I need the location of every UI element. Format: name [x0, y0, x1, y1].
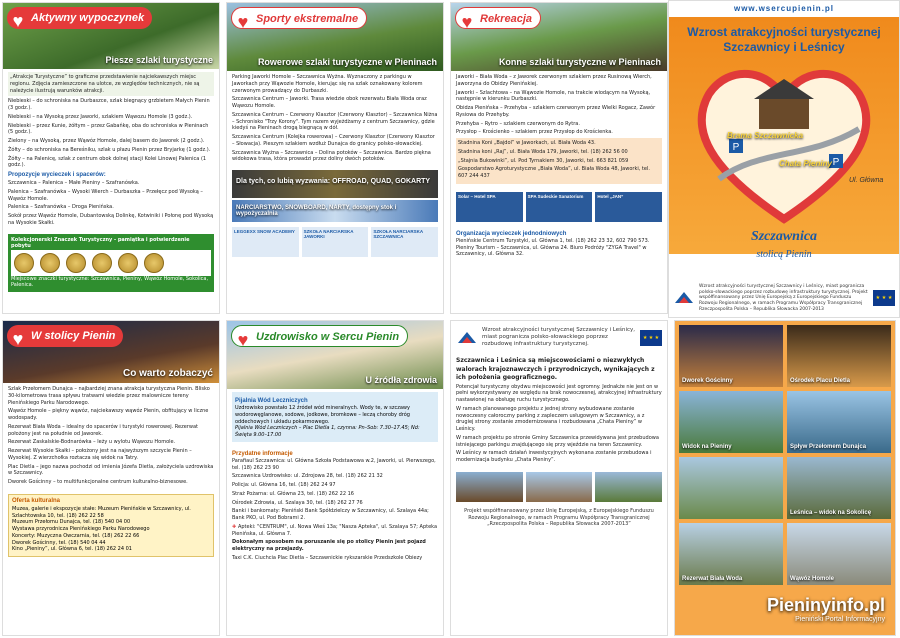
sight-item: Rezerwat Zaskalskie-Bodnarówka – leży u wylotu Wąwozu Homole. — [8, 439, 176, 446]
project-title: Wzrost atrakcyjności turystycznej Szczawnicy i Leśnicy, miast pogranicza polsko-słowackiego poprzez rozbudowę infrastruktury turystycznej. — [482, 327, 635, 348]
panel-title-badge — [7, 325, 123, 347]
hotel-item: Solar – Hotel SPA — [456, 192, 523, 222]
project-photos — [451, 469, 667, 505]
sight-item: Plac Dietla – jego nazwa pochodzi od imienia Józefa Dietla, założyciela uzdrowiska w Szczawnicy. — [8, 463, 214, 477]
project-photo — [526, 472, 593, 502]
panel-extreme-sports — [226, 2, 444, 314]
badge-heading: Kolekcjonerski Znaczek Turystyczny - pamiątka i potwierdzenie pobytu — [11, 236, 190, 249]
horse-route: Obidza Pienińska – Przehyba – szlakiem czerwonym przez Wielki Rogacz, Zawór Rysiowa do Przehyby. — [456, 105, 656, 118]
intro-text: „Atrakcje Turystyczne” to graficzne przedstawienie najciekawszych miejsc regionu. Zdjęcia zamieszczone na ulotce, ze względów technicznych, nie są należycie ilustrują warunków atrakcji. — [8, 72, 214, 96]
photo-grid — [675, 321, 895, 589]
excursions — [451, 225, 667, 263]
hero-biking — [227, 3, 443, 71]
stable-contact: Gospodarstwo Agroturystyczne „Biała Woda”, ul. Biała Woda 48, Jaworki, tel. 607 244 437 — [458, 166, 650, 179]
hero-hiking — [3, 3, 219, 69]
horse-route: Przehyba – Rytro – szlakiem czerwonym do Rytra. — [456, 120, 580, 127]
website-link[interactable]: www.wsercupienin.pl — [733, 4, 835, 13]
badge-coin-icon — [144, 253, 164, 273]
cover-subtitle: stolicą Pienin — [756, 249, 812, 260]
panel-title: Aktywny wypoczynek — [31, 12, 145, 24]
gallery-photo — [787, 391, 891, 453]
route-item: Szczawnica Wyżna – Szczawnica – Dolina potoków – Szczawnica. Bardzo piękna widokowa trasa, która prowadzi przez doliny dwóch potoków. — [232, 149, 431, 163]
gallery-photo — [787, 523, 891, 585]
trail-item: Żółty – na Palenicę, szlak z centrum obok dolnej stacji Kolei Linowej Palenica (1 godz.). — [8, 155, 207, 169]
gallery-caption: Rezerwat Biała Woda — [682, 576, 743, 582]
project-photo — [595, 472, 662, 502]
info-section — [227, 445, 443, 567]
watermark — [767, 595, 885, 623]
stable-contact: „Stajnia Bukowinki”, ul. Pod Tyrnakiem 30, Jaworki, tel. 663 821 059 — [458, 157, 629, 164]
project-paragraph: W ramach planowanego projektu z jednej strony wybudowane zostanie nowoczesny całoroczny parking z zapleczem usługowym w Szczawnicy, a z drugiej strony zostanie zmodernizowana i rozbudowana „Chata Pieniny” w Leśnicy. — [456, 405, 645, 433]
panel-title-badge — [455, 7, 541, 32]
info-item: Parafiaul Szczawnica: ul. Główna Szkoła Podstawowa w.2, Jaworki, ul. Pierwszego, tel. (18) 262 23 90 — [232, 457, 436, 471]
pump-room-heading: Pijalnia Wód Leczniczych — [235, 398, 308, 404]
route-item: Szczawnica Centrum – Jaworki. Trasa wiedzie obok rezerwatu Biała Woda oraz Wąwozu Homole. — [232, 96, 427, 109]
trail-item: Niebieski – przez Kunie, żółtym – przez Gabańkę, oba do schroniska w Pieninach (5 godz.). — [8, 122, 209, 136]
badge-coin-icon — [118, 253, 138, 273]
walk-item: Szczawnica – Palenica – Małe Pieniny – Szafranówka. — [8, 180, 140, 186]
culture-item: Dworek Gościnny, tel. (18) 540 04 44 — [12, 539, 106, 546]
ski-schools — [227, 224, 443, 260]
info-heading: Przydatne informacje — [232, 450, 293, 457]
hotel-strip — [451, 189, 667, 225]
gallery-photo — [679, 325, 783, 387]
heart-icon: ♥ — [237, 330, 249, 350]
excursions-text: Pienińskie Centrum Turystyki, ul. Główna 1, tel. (18) 262 23 32, 602 790 573. Pieniny Tourism – Szczawnica, ul. Główna 24. Biuro Podróży "ZYGA Travel" w Szczawnicy, ul. Główna 32. — [456, 237, 650, 258]
taxi-item: Taxi C.K. Ciuchcia Plac Dietla – Szczawnickie rykszarskie Przedszkole Obiezy — [232, 554, 423, 561]
walks-heading: Propozycje wycieczek i spacerów: — [8, 172, 106, 178]
pl-sk-logo-icon — [673, 289, 695, 307]
cover-footer — [673, 284, 895, 313]
hero-caption: Rowerowe szlaki turystyczne w Pieninach — [257, 57, 437, 67]
project-body — [451, 354, 667, 469]
ski-school: LEGGEXX SNOW ACADEMY — [232, 227, 299, 257]
ski-school: SZKOŁA NARCIARSKA JAWORKI — [302, 227, 369, 257]
horse-route: Jaworki – Szlachtowa – na Wąwozie Homole, na trakcie wiodącym na Wysoką, następnie w kierunku Durbaszki. — [456, 89, 651, 103]
gallery-caption: Widok na Pieniny — [682, 444, 732, 450]
heart-icon: ♥ — [12, 329, 24, 349]
gallery-photo — [679, 523, 783, 585]
info-item: Ośrodek Zdrowia, ul. Szalaya 30, tel. (18) 262 27 76 — [232, 499, 363, 506]
panel-spa — [226, 320, 444, 636]
ski-banner — [232, 200, 438, 222]
map-label-brama: Brama Szczawnicka — [727, 131, 804, 140]
map-label-street: Ul. Główna — [849, 177, 884, 184]
route-item: Parking Jaworki Homole – Szczawnica Wyżna. Wyznaczony z parkingu w Jaworkach przy Wąwozie Homole, kierując się na szlak oznakowany kolorem czerwonym prowadzący do Durbaszki. — [232, 74, 423, 94]
cover-title: Wzrost atrakcyjności turystycznej Szczawnicy i Leśnicy — [687, 25, 881, 54]
pump-room-box — [232, 392, 438, 442]
excursions-heading: Organizacja wycieczek jednodniowych — [456, 230, 567, 237]
culture-item: Muzea, galerie i ekspozycje stałe: Muzeum Pienińskie w Szczawnicy, ul. Szlachtowska 10, tel. (18) 262 22 58 — [12, 505, 191, 519]
horse-route: Przysłop – Krościenko – szlakiem przez Przysłop do Krościenka. — [456, 129, 613, 136]
project-photo — [456, 472, 523, 502]
badge-coins — [11, 250, 211, 276]
panel-body — [451, 71, 667, 189]
hero-horses — [451, 3, 667, 71]
cover-town: Szczawnica — [750, 229, 818, 244]
panel-body — [3, 383, 219, 491]
cover-footer-text: Wzrost atrakcyjności turystycznej Szczawnicy i Leśnicy, miast pogranicza polsko-słowackiego poprzez rozbudowę infrastruktury turystycznej. Projekt współfinansowany przez Unię Europejską z Europejskiego Funduszu Rozwoju Regionalnego, w ramach Programu Współpracy Transgranicznej Rzeczpospolita Polska – Republika Słowacka 2007-2013 — [699, 283, 868, 313]
gallery-caption: Ośrodek Placu Dietla — [790, 378, 851, 384]
badge-text: Miejscowe znaczki turystyczne: Szczawnica, Pieniny, Wąwóz Homole, Sokolica, Palenica. — [11, 275, 209, 288]
gallery-photo — [787, 325, 891, 387]
panel-title-badge — [231, 7, 367, 32]
sight-item: Dworek Gościnny – to multifunkcjonalne centrum kulturalno-biznesowe. — [8, 479, 188, 485]
stable-contact: Stadnina koni „Raj”, ul. Biała Woda 179, Jaworki, tel. (18) 262 56 00 — [458, 148, 628, 155]
ski-banner-text: NARCIARSTWO, SNOWBOARD, NARTY, dostępny stok i wypożyczalnia — [236, 205, 397, 217]
offroad-banner — [232, 170, 438, 198]
hero-town-night — [3, 321, 219, 383]
ski-school: SZKOŁA NARCIARSKA SZCZAWNICA — [371, 227, 438, 257]
heart-icon: ♥ — [12, 11, 24, 31]
trail-item: Żółty – do schroniska na Bereśniku, szlak u płazu Pienin przez Bryjarkę (1 godz.). — [8, 146, 211, 153]
offroad-banner-text: Dla tych, co lubią wyzwania: OFFROAD, QUAD, GOKARTY — [236, 178, 431, 185]
hotel-item: Hotel „JAN” — [595, 192, 662, 222]
hero-caption: Piesze szlaki turystyczne — [105, 55, 213, 65]
pump-room-text: Uzdrowisko powstało 12 źródeł wód mineralnych. Wody te, w szczawy wodorowęglanowe, sodowe, jodkowe, bromkowe – leczą choroby dróg oddechowych i układu pokarmowego. — [235, 405, 410, 425]
panel-body — [3, 69, 219, 232]
pump-room-hours: Pijalnia Wód Leczniczych – Plac Dietla 1, czynna: Pn–Sob: 7.30–17.45; Nd: Święta 9.00–17.00 — [235, 425, 420, 438]
culture-item: Muzeum Przełomu Dunajca, tel. (18) 540 04 00 — [12, 519, 131, 526]
svg-text:P: P — [732, 142, 740, 153]
red-cross-icon: ✚ — [232, 523, 238, 530]
walk-item: Palenica – Szafranówka – Wysoki Wierch – Durbaszka – Przełęcz pod Wysoką – Wąwóz Homole. — [8, 188, 203, 202]
badge-coin-icon — [66, 253, 86, 273]
gallery-photo — [679, 391, 783, 453]
culture-item: Kino „Pieniny”, ul. Główna 6, tel. (18) 262 24 01 — [12, 546, 132, 553]
badge-coin-icon — [40, 253, 60, 273]
hero-spa — [227, 321, 443, 389]
panel-title-badge — [231, 325, 408, 350]
heart-icon: ♥ — [461, 12, 473, 32]
route-item: Szczawnica Centrum – Czerwony Klasztor (Czerwony Klasztor) – Szczawnica Niżna – Schronisko "Trzy Korony". Tym razem wyjeżdżamy z centrum Szczawnicy, gdzie kiedyś na Pieninach drogą biegnącą w dół. — [232, 111, 438, 132]
panel-capital — [2, 320, 220, 636]
stables-box — [456, 138, 662, 184]
project-lead: Szczawnica i Leśnica są miejscowościami o niezwykłych walorach krajoznawczych i przyrodniczych, wynikających z ich położenia geograficznego. — [456, 357, 655, 381]
sight-item: Rezerwat Wysokie Skałki – położony jest na najwyższym szczycie Pienin – Wysokiej. Z wierzchołka roztacza się widok na Tatry. — [8, 448, 192, 461]
panel-body — [227, 71, 443, 168]
culture-item: Koncerty: Muzyczna Owczarnia, tel. (18) 262 22 66 — [12, 532, 140, 539]
horse-route: Jaworki – Biała Woda – z Jaworek czerwonym szlakiem przez Rusinową Wierch, Jaworzyna do Obidzy Pienińskiej. — [456, 74, 652, 87]
heart-icon: ♥ — [237, 12, 249, 32]
project-paragraph: W Leśnicy w ramach działań inwestycyjnych wykonana zostanie przebudowa i modernizacja budynku „Chata Pieniny”. — [456, 450, 652, 464]
walk-item: Sokół przez Wąwóz Homole, Dubantowską Dolinkę, Kotwiniki i Połonę pod Wysoką na Wysokie Skałki. — [8, 213, 214, 226]
gallery-caption: Spływ Przełomem Dunajca — [790, 444, 867, 450]
info-item: Policja: ul. Główna 16, tel. (18) 262 24 97 — [232, 482, 336, 488]
panel-title: Uzdrowisko w Sercu Pienin — [256, 331, 400, 343]
watermark-subtitle: Pieniński Portal Informacyjny — [795, 616, 885, 623]
banks-item: Banki i bankomaty: Pieniński Bank Spółdzielczy w Szczawnicy, ul. Szalaya 44a; Bank PKO, ul. Pod Bobrami 2. — [232, 508, 429, 521]
project-paragraph: Potencjał turystyczny obydwu miejscowości jest ogromny. Jednakże nie jest on w pełni wykorzystywany ze względu na brak nowoczesnej, atrakcyjnej infrastruktury nastawionej na obsługę ruchu turystycznego. — [456, 383, 662, 404]
pharmacy-text: Apteki: "CENTRUM", ul. Nowa Wieś 13a; "Nasza Apteka", ul. Szalaya 57; Apteka Pienińska, ul. Główna 7. — [232, 523, 438, 537]
eu-flag-icon — [640, 330, 662, 346]
svg-text:P: P — [832, 157, 840, 168]
panel-title: W stolicy Pienin — [31, 330, 116, 342]
badge-coin-icon — [92, 253, 112, 273]
sight-item: Wąwóz Homole – piękny wąwóz, najciekawszy wąwóz Pienin, obfitujący w liczne wodospady. — [8, 408, 209, 421]
heart-map-graphic — [689, 59, 879, 229]
trail-item: Niebieski – na Wysoką przez Jaworki, szlakiem Wąwozu Homole (3 godz.). — [8, 113, 193, 120]
culture-heading: Oferta kulturalna — [12, 497, 61, 504]
info-item: Szczawnica Uzdrowisko: ul. Zdrojowa 28, tel. (18) 262 21 32 — [232, 473, 383, 480]
gallery-photo — [787, 457, 891, 519]
project-footer: Projekt współfinansowany przez Unię Europejską, z Europejskiego Funduszu Rozwoju Regionalnego, w ramach Programu Współpracy Transgranicznej „Rzeczpospolita Polska – Republika Słowacka 2007-2013” — [464, 507, 654, 528]
panel-active-leisure — [2, 2, 220, 314]
info-item: Straż Pożarna: ul. Główna 23, tel. (18) 262 22 16 — [232, 490, 354, 497]
parking-item: Dokonałym sposobem na poruszanie się po stolicy Pienin jest pojazd elektryczny na przejazdy. — [232, 539, 426, 552]
gallery-photo — [679, 457, 783, 519]
hero-caption: Co warto zobaczyć — [122, 368, 213, 379]
panel-title: Sporty ekstremalne — [256, 13, 359, 25]
panel-title: Rekreacja — [480, 13, 532, 25]
pharmacy-item — [232, 524, 438, 538]
panel-photo-gallery — [674, 320, 896, 636]
route-item: Szczawnica Centrum (Kolejka rowerowa) – Czerwony Klasztor (Czerwony Klasztor – Słowacja). Pieszym szlakiem wzdłuż Dunajca do granicy polsko-słowackiej. — [232, 134, 435, 147]
project-paragraph: W ramach projektu po stronie Gminy Szczawnica przewidywana jest przebudowa istniejącego parkingu znajdującego się przy wjeździe na teren Szczawnicy. — [456, 434, 659, 448]
sight-item: Rezerwat Biała Woda – idealny do spacerów i turystyki rowerowej. Rezerwat położony jest na południe od Jaworek. — [8, 423, 198, 437]
badge-coin-icon — [14, 253, 34, 273]
cover-panel — [668, 0, 900, 318]
pl-sk-logo-icon — [456, 329, 478, 347]
trail-item: Niebieski – do schroniska na Durbaszce, szlak biegnący grzbietem Małych Pienin (3 godz.). — [8, 98, 210, 111]
walk-item: Palenica – Szafranówka – Droga Pienińska. — [8, 204, 114, 211]
panel-project — [450, 320, 668, 636]
panel-recreation — [450, 2, 668, 314]
eu-flag-icon — [873, 290, 895, 306]
hero-caption: Konne szlaki turystyczne w Pieninach — [498, 57, 661, 67]
gallery-caption: Dworek Gościnny — [682, 378, 733, 384]
stable-item: Stadnina Koni „Bajdol” w Jaworkach, ul. Biała Woda 43. — [458, 140, 596, 146]
culture-box — [8, 494, 214, 557]
gallery-caption: Leśnica – widok na Sokolicę — [790, 510, 872, 516]
hero-caption: U źródła zdrowia — [365, 375, 437, 385]
map-label-chata: Chata Pieniny — [779, 159, 832, 168]
hotel-item: SPA Sudeckie Sanatorium — [526, 192, 593, 222]
gallery-caption: Wąwóz Homole — [790, 576, 835, 582]
project-header — [451, 321, 667, 354]
watermark-title: Pieninyinfo.pl — [766, 595, 885, 615]
panel-title-badge — [7, 7, 152, 29]
trail-item: Zielony – na Wysoką, przez Wąwóz Homole, dalej basem do Jaworek (2 godz.). — [8, 138, 205, 144]
culture-item: Wystawa przyrodnicza Pienińskiego Parku Narodowego — [12, 526, 150, 532]
badge-box — [8, 234, 214, 292]
sight-item: Szlak Przełomem Dunajca – najbardziej znana atrakcja turystyczna Pienin. Blisko 30-kilometrowa trasa spływu tratwami wiedzie przez malownicze tereny Pienińskiego Parku Narodowego. — [8, 386, 210, 406]
